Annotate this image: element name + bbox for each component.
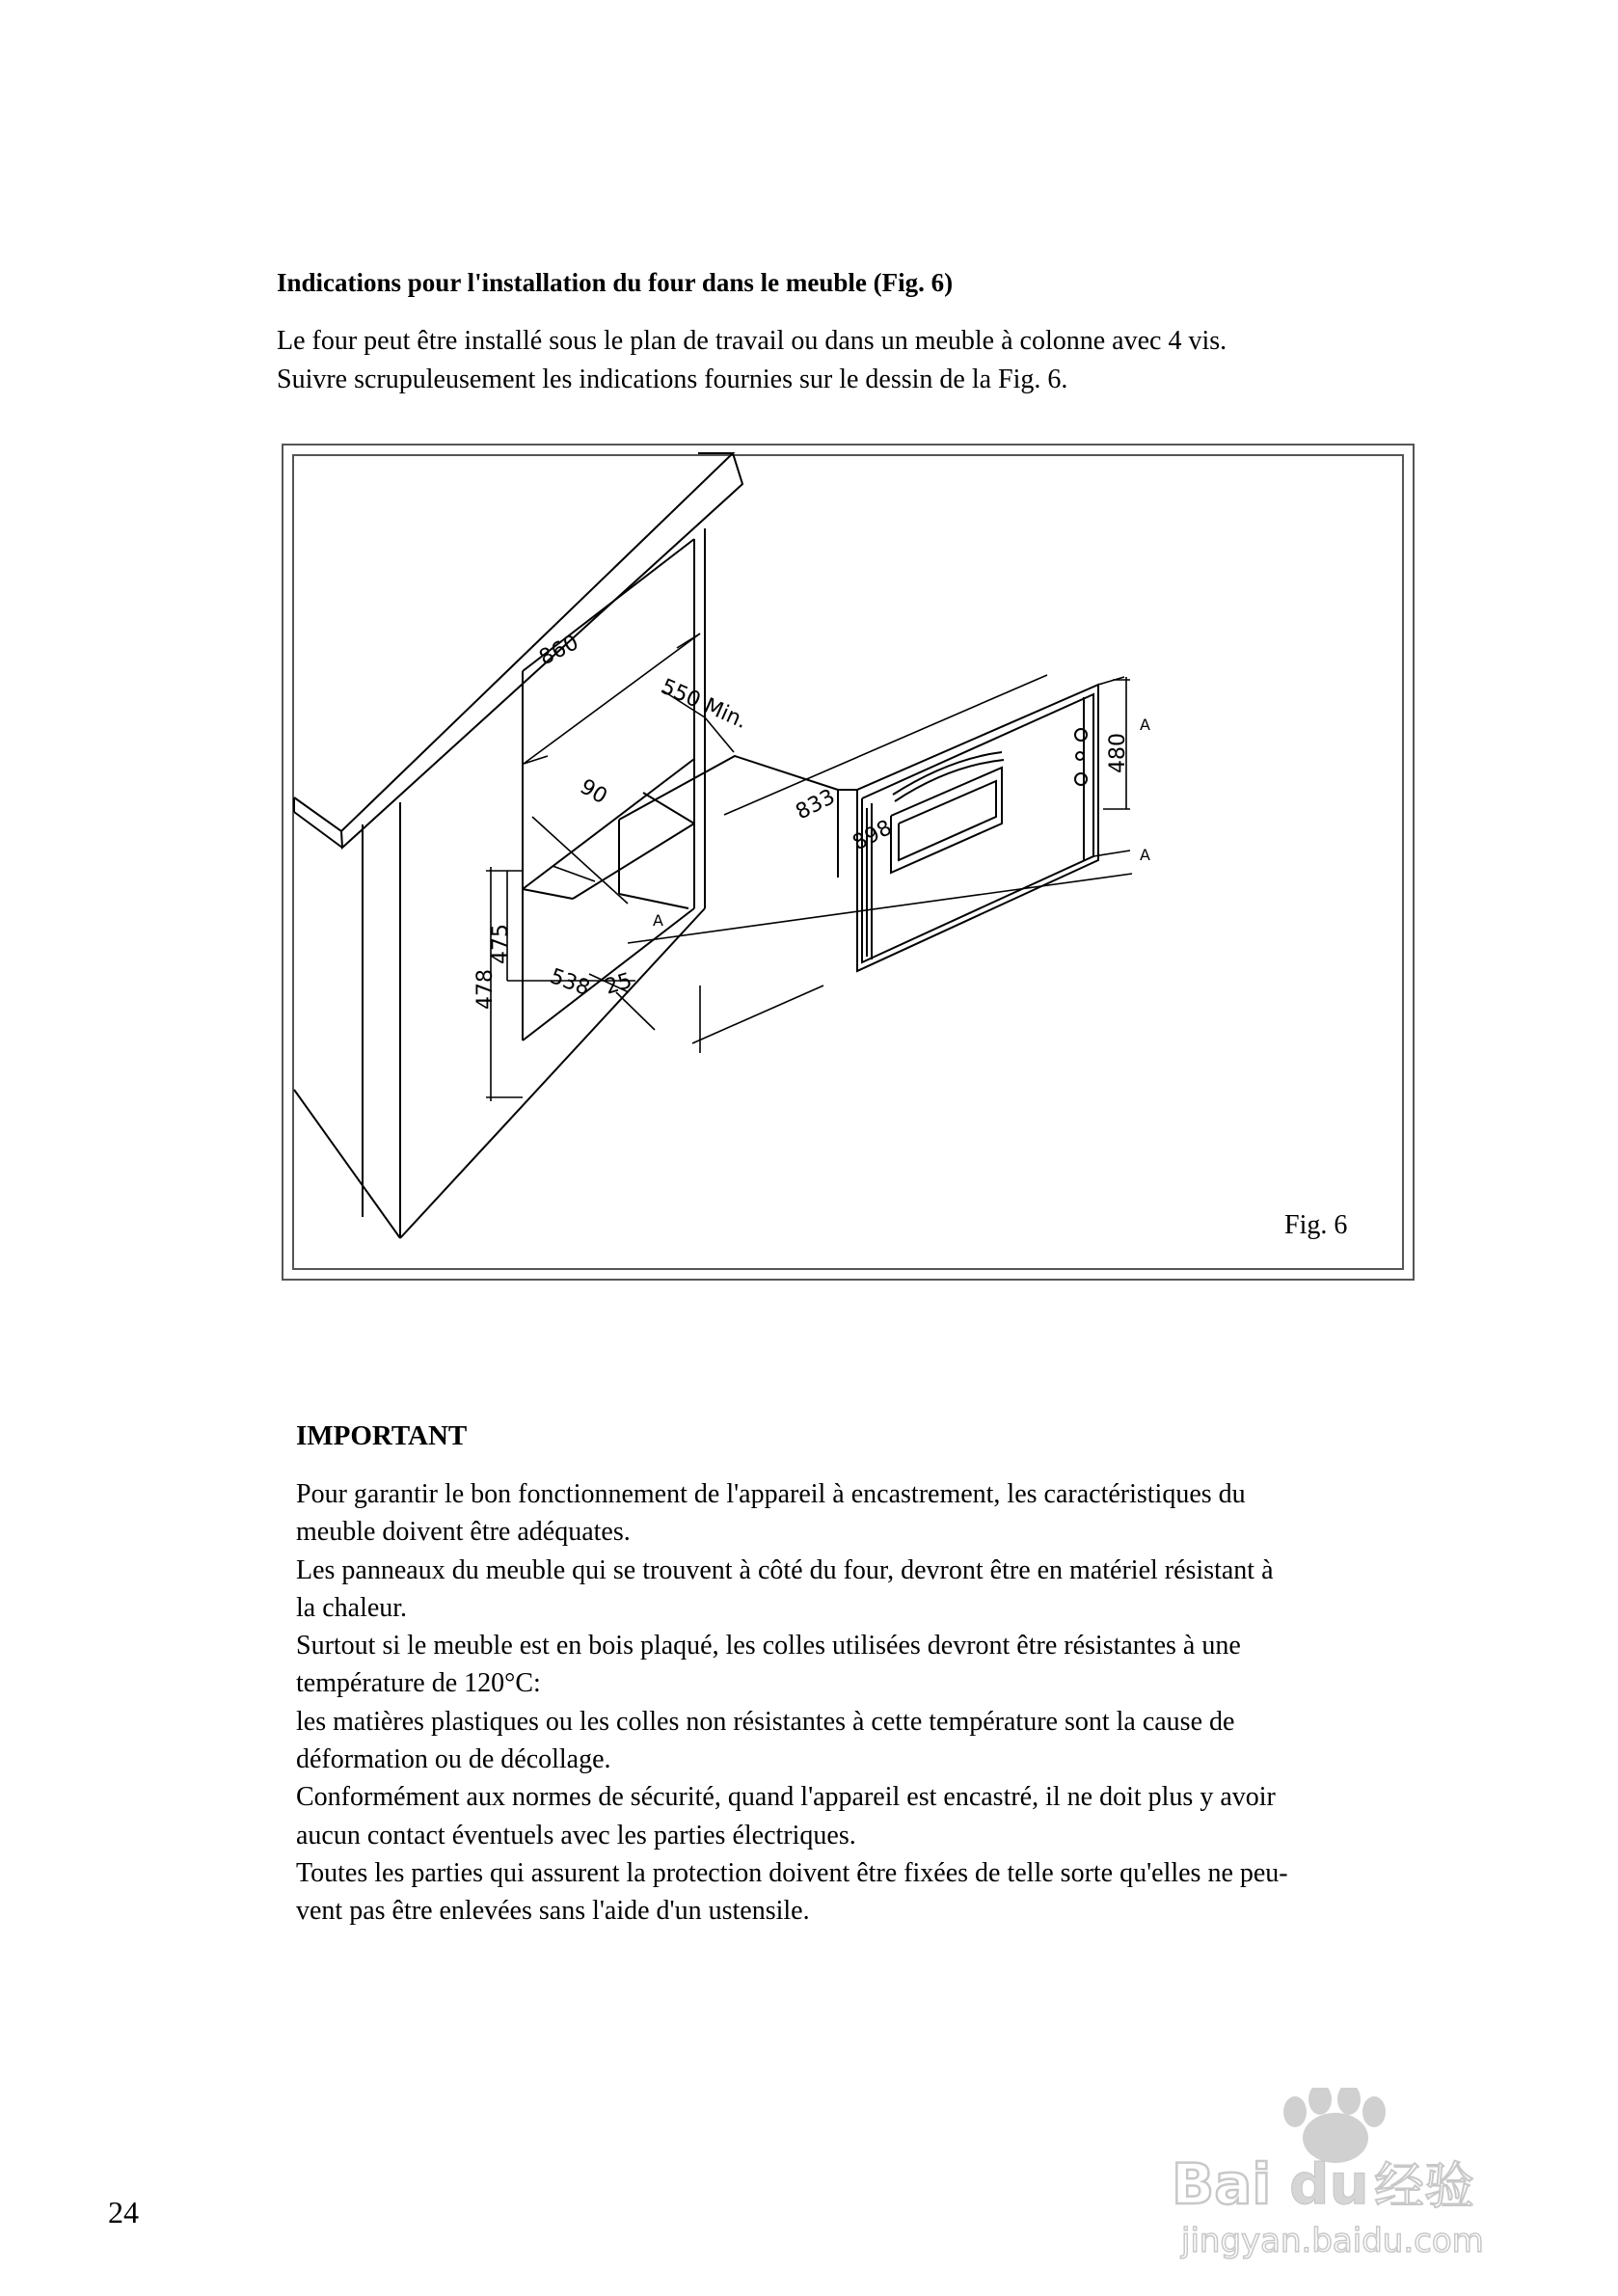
important-line: Pour garantir le bon fonctionnement de l'appareil à encastrement, les caractéristiques du: [296, 1479, 1246, 1509]
important-line: la chaleur.: [296, 1592, 408, 1623]
dim-538-label: 538: [546, 964, 593, 1002]
intro-line: Le four peut être installé sous le plan de travail ou dans un meuble à colonne avec 4 vis.: [277, 326, 1227, 356]
baidu-watermark: [1143, 2088, 1538, 2261]
dim-860-label: 860: [535, 631, 583, 671]
figure-caption: Fig. 6: [1284, 1210, 1348, 1240]
figure-6-frame: [282, 444, 1415, 1281]
dim-478-label: 478: [473, 969, 498, 1010]
page-number: 24: [108, 2195, 139, 2229]
important-line: déformation ou de décollage.: [296, 1744, 611, 1775]
important-line: meuble doivent être adéquates.: [296, 1517, 631, 1548]
important-line: Conformément aux normes de sécurité, quand l'appareil est encastré, il ne doit plus y avoir: [296, 1782, 1276, 1813]
intro-paragraph: [277, 322, 1227, 399]
important-body: [296, 1475, 1482, 1931]
watermark-brand: Bai: [1172, 2151, 1272, 2217]
dim-90-label: 90: [576, 774, 611, 810]
intro-line: Suivre scrupuleusement les indications fournies sur le dessin de la Fig. 6.: [277, 365, 1068, 394]
dim-898-label: 898: [849, 816, 897, 856]
dim-480-label: 480: [1106, 733, 1130, 773]
installation-diagram: [283, 446, 1416, 1283]
important-line: température de 120°C:: [296, 1668, 541, 1699]
important-line: Toutes les parties qui assurent la protection doivent être fixées de telle sorte qu'elles ne peu-: [296, 1857, 1288, 1888]
important-line: Surtout si le meuble est en bois plaqué, les colles utilisées devront être résistantes à une: [296, 1631, 1241, 1661]
watermark-brand-du: du: [1289, 2151, 1369, 2217]
section-mark-a: A: [653, 911, 663, 930]
oven-drawing: [619, 685, 1098, 971]
watermark-chinese: 经验: [1374, 2158, 1475, 2216]
dim-25-label: 25: [602, 968, 635, 1000]
important-line: les matières plastiques ou les colles non résistantes à cette température sont la cause de: [296, 1706, 1235, 1737]
section-heading: Indications pour l'installation du four dans le meuble (Fig. 6): [277, 268, 954, 297]
dim-475-label: 475: [489, 924, 513, 964]
section-mark-a: A: [1140, 716, 1150, 734]
dim-833-label: 833: [792, 785, 840, 825]
oven-dimensions: [507, 675, 1132, 1053]
dimension-labels: [473, 631, 1150, 1010]
important-line: Les panneaux du meuble qui se trouvent à côté du four, devront être en matériel résistant à: [296, 1554, 1274, 1585]
section-mark-a: A: [1140, 846, 1150, 864]
important-line: vent pas être enlevées sans l'aide d'un ustensile.: [296, 1896, 810, 1927]
important-line: aucun contact éventuels avec les parties électriques.: [296, 1820, 856, 1850]
cabinet-drawing: [294, 453, 742, 1238]
watermark-url: jingyan.baidu.com: [1181, 2222, 1484, 2260]
dim-550-label: 550 Min.: [657, 674, 751, 735]
important-title: IMPORTANT: [296, 1420, 468, 1451]
